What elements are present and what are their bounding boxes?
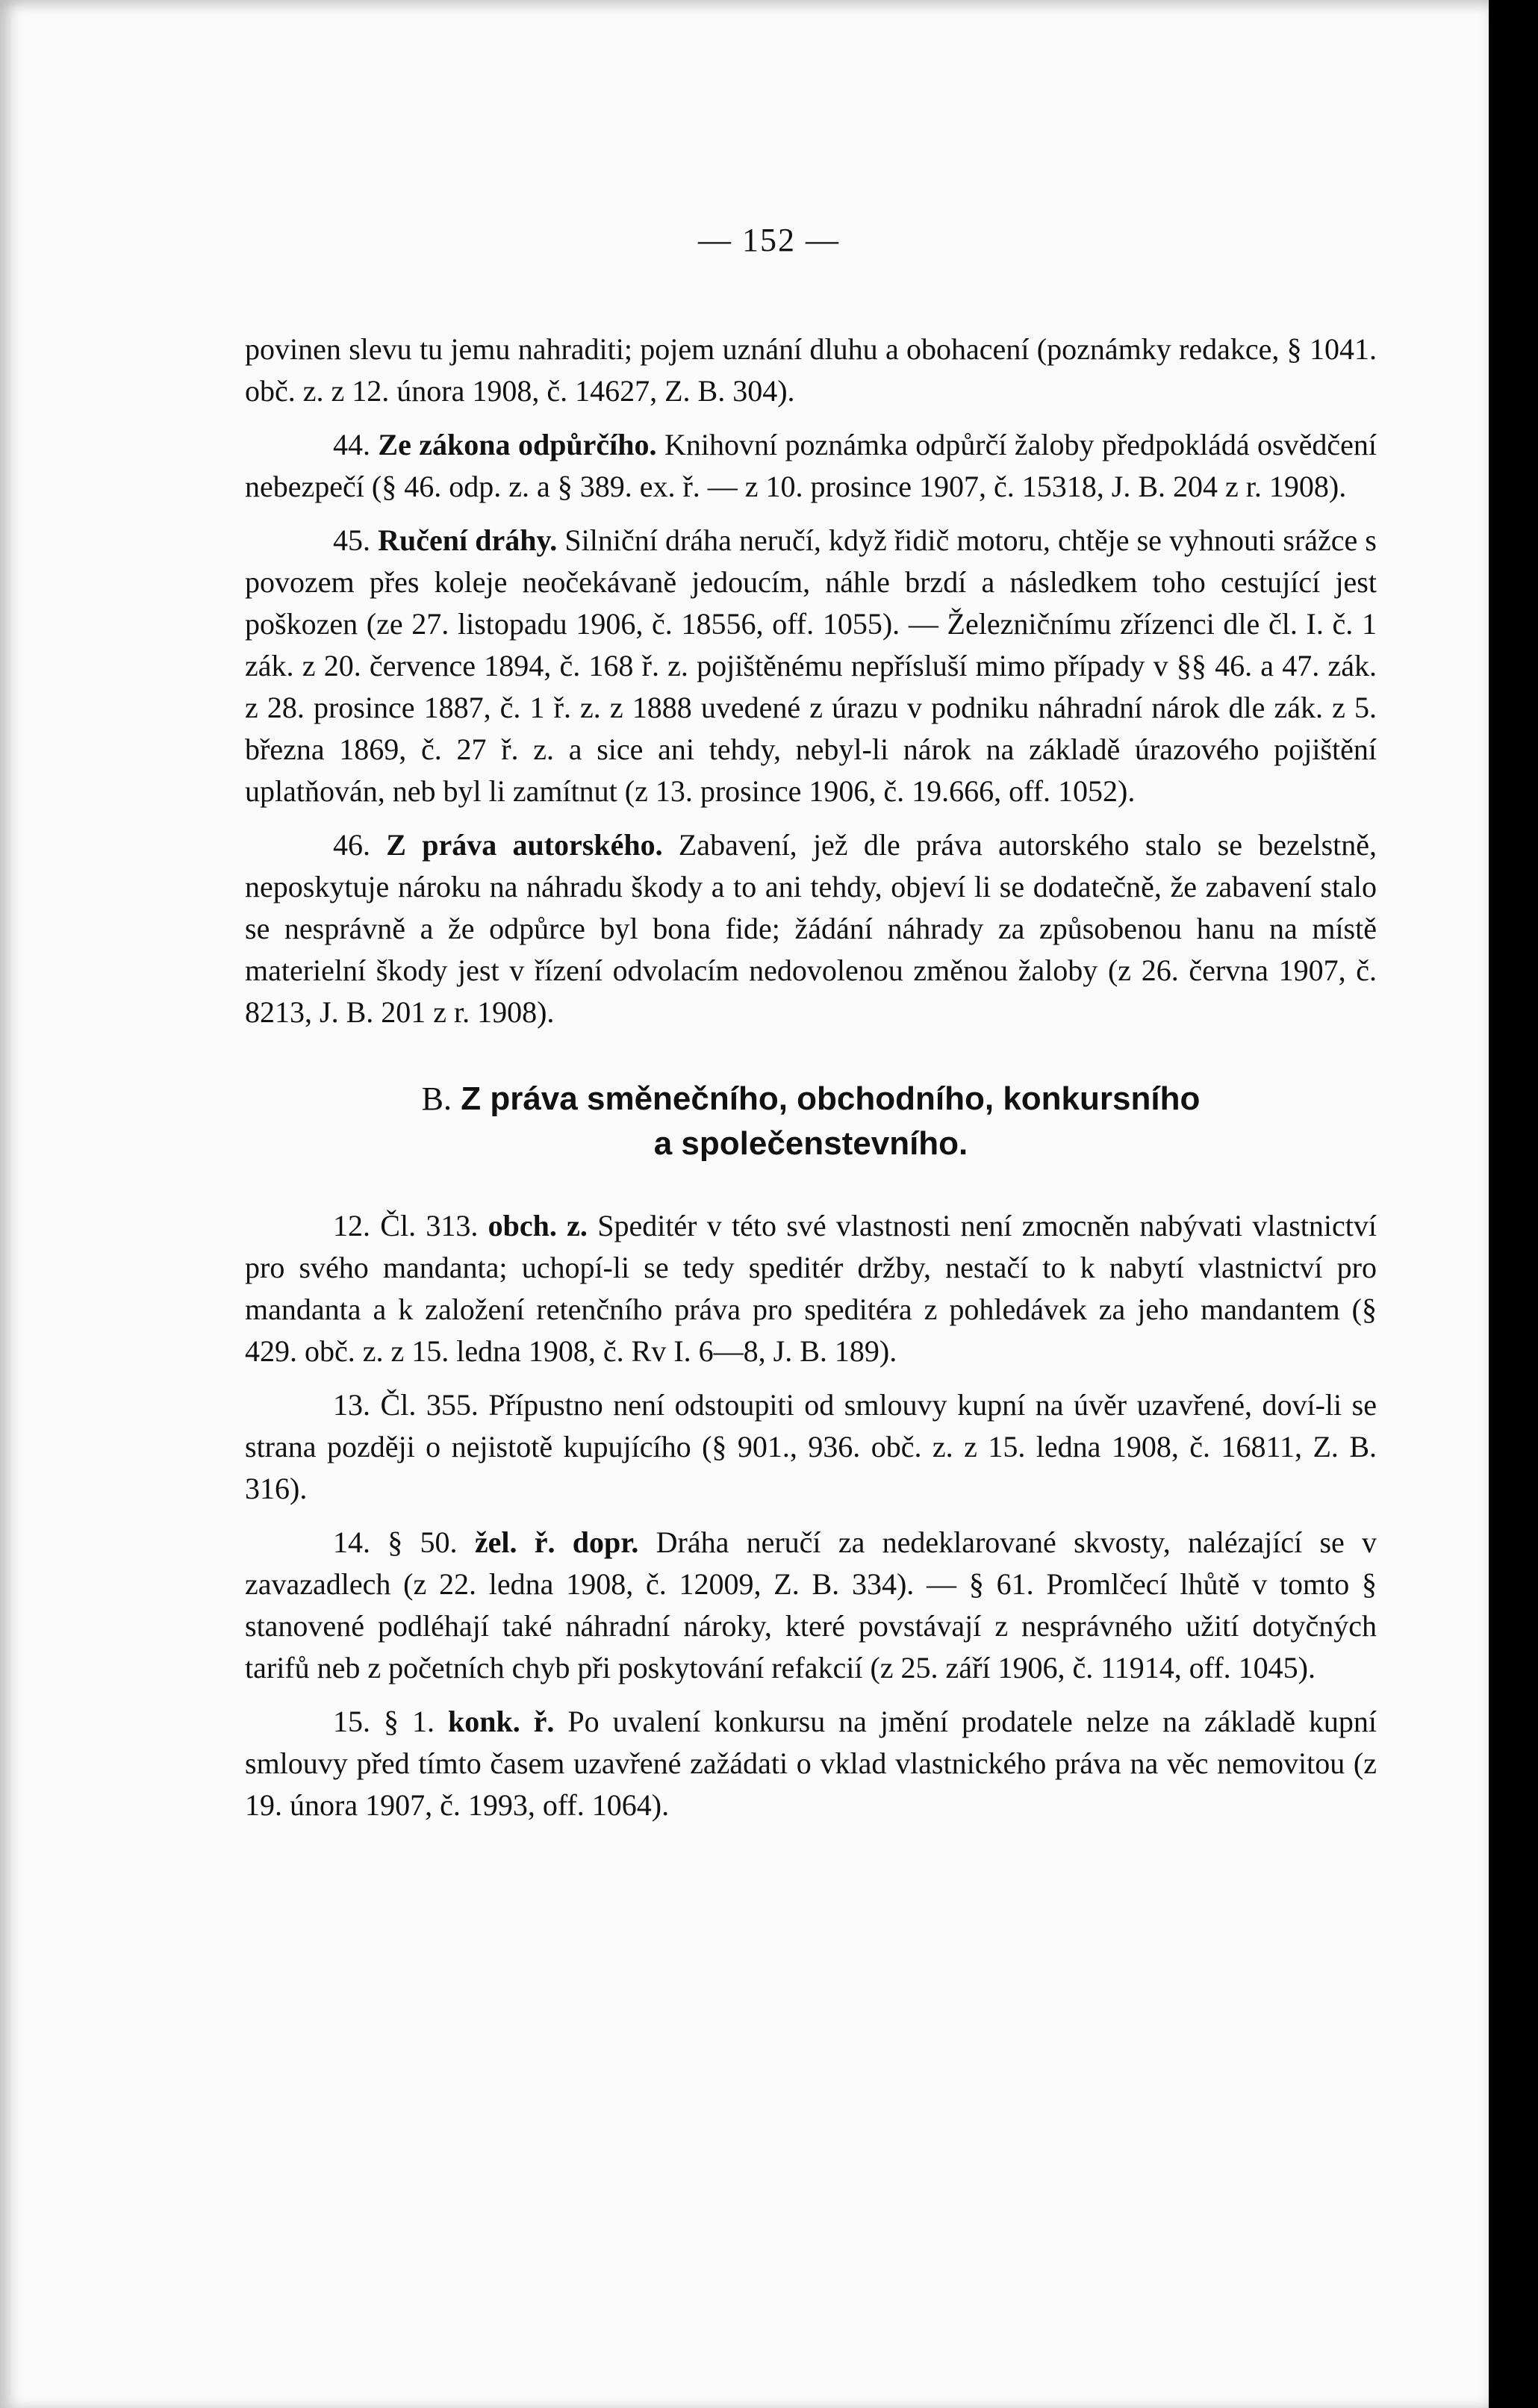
- paragraph-number: 45.: [333, 523, 370, 557]
- paragraph-number: 12.: [333, 1209, 370, 1242]
- paragraph-number: 44.: [333, 428, 370, 461]
- paragraph-text: Knihovní poznámka odpůrčí žaloby předpokládá osvědčení nebezpečí (§ 46. odp. z. a § 389. ex. ř. — z 10. prosince 1907, č. 15318, J. B. 204 z r. 1908).: [245, 428, 1377, 503]
- paragraph-heading: Z práva autorského.: [386, 828, 663, 862]
- paragraph-text: Přípustno není odstoupiti od smlouvy kupní na úvěr uzavřené, doví-li se strana později o nejistotě kupujícího (§ 901., 936. obč. z. z 15. ledna 1908, č. 16811, Z. B. 316).: [245, 1388, 1377, 1505]
- paragraph-heading: Ručení dráhy.: [378, 523, 558, 557]
- paragraph-text: Zabavení, jež dle práva autorského stalo se bezelstně, neposkytuje nároku na náhradu škody a to ani tehdy, objeví li se dodatečně, že zabavení stalo se nesprávně a že odpůrce byl bona fide; žádání náhrady za způsobenou hanu na místě materielní škody jest v řízení odvolacím nedovolenou změnou žaloby (z 26. června 1907, č. 8213, J. B. 201 z r. 1908).: [245, 828, 1377, 1029]
- paragraph-number: 15.: [333, 1705, 370, 1738]
- paragraph-text: Dráha neručí za nedeklarované skvosty, nalézající se v zavazadlech (z 22. ledna 1908, č. 12009, Z. B. 334). — § 61. Promlčecí lhůtě v tomto § stanovené podléhají také náhradní nároky, které povstávají z nesprávného užití dotyčných tarifů neb z početních chyb při poskytování refakcií (z 25. září 1906, č. 11914, off. 1045).: [245, 1525, 1377, 1684]
- paragraph-heading: konk. ř.: [447, 1705, 555, 1738]
- paragraph-13: [245, 1384, 1377, 1510]
- body-text: [245, 329, 1377, 1826]
- paragraph-text: Speditér v této své vlastnosti není zmocněn nabývati vlastnictví pro svého mandanta; uchopí-li se tedy speditér držby, nestačí to k nabytí vlastnictví pro mandanta a k založení retenčního práva pro speditéra z pohledávek za jeho mandantem (§ 429. obč. z. z 15. ledna 1908, č. Rv I. 6—8, J. B. 189).: [245, 1209, 1377, 1368]
- paragraph-15: [245, 1701, 1377, 1826]
- paragraph-text: Po uvalení konkursu na jmění prodatele nelze na základě kupní smlouvy před tímto časem uzavřené zažádati o vklad vlastnického práva na věc nemovitou (z 19. února 1907, č. 1993, off. 1064).: [245, 1705, 1377, 1822]
- paragraph-46: [245, 824, 1377, 1033]
- paragraph-44: [245, 424, 1377, 508]
- paragraph-number: 14.: [333, 1525, 370, 1559]
- paragraph-heading: žel. ř. dopr.: [474, 1525, 639, 1559]
- section-letter: B.: [421, 1080, 452, 1117]
- paragraph-reference: § 50.: [387, 1525, 458, 1559]
- paragraph-12: [245, 1205, 1377, 1372]
- paragraph-number: 46.: [333, 828, 370, 862]
- paragraph-14: [245, 1522, 1377, 1689]
- paragraph-continuation: povinen slevu tu jemu nahraditi; pojem uznání dluhu a obohacení (poznámky redakce, § 1041. obč. z. z 12. února 1908, č. 14627, Z. B. 304).: [245, 332, 1377, 408]
- paragraph-reference: § 1.: [383, 1705, 435, 1738]
- paragraph-reference: Čl. 355.: [380, 1388, 479, 1422]
- paragraph-number: 13.: [333, 1388, 370, 1422]
- paragraph-heading: obch. z.: [488, 1209, 588, 1242]
- section-title-line1: Z práva směnečního, obchodního, konkursního: [461, 1080, 1201, 1117]
- paragraph-text: Silniční dráha neručí, když řidič motoru, chtěje se vyhnouti srážce s povozem přes koleje neočekávaně jedoucím, náhle brzdí a následkem toho cestující jest poškozen (ze 27. listopadu 1906, č. 18556, off. 1055). — Železničnímu zřízenci dle čl. I. č. 1 zák. z 20. července 1894, č. 168 ř. z. pojištěnému nepřísluší mimo případy v §§ 46. a 47. zák. z 28. prosince 1887, č. 1 ř. z. z 1888 uvedené z úrazu v podniku náhradní nárok dle zák. z 5. března 1869, č. 27 ř. z. a sice ani tehdy, nebyl-li nárok na základě úrazového pojištění uplatňován, neb byl li zamítnut (z 13. prosince 1906, č. 19.666, off. 1052).: [245, 523, 1377, 808]
- paragraph-45: [245, 520, 1377, 812]
- section-title-line2: a společenstevního.: [653, 1125, 968, 1162]
- page-number: — 152 —: [698, 222, 840, 258]
- section-heading-b: [245, 1077, 1377, 1166]
- paragraph-heading: Ze zákona odpůrčího.: [378, 428, 657, 461]
- paragraph-reference: Čl. 313.: [380, 1209, 479, 1242]
